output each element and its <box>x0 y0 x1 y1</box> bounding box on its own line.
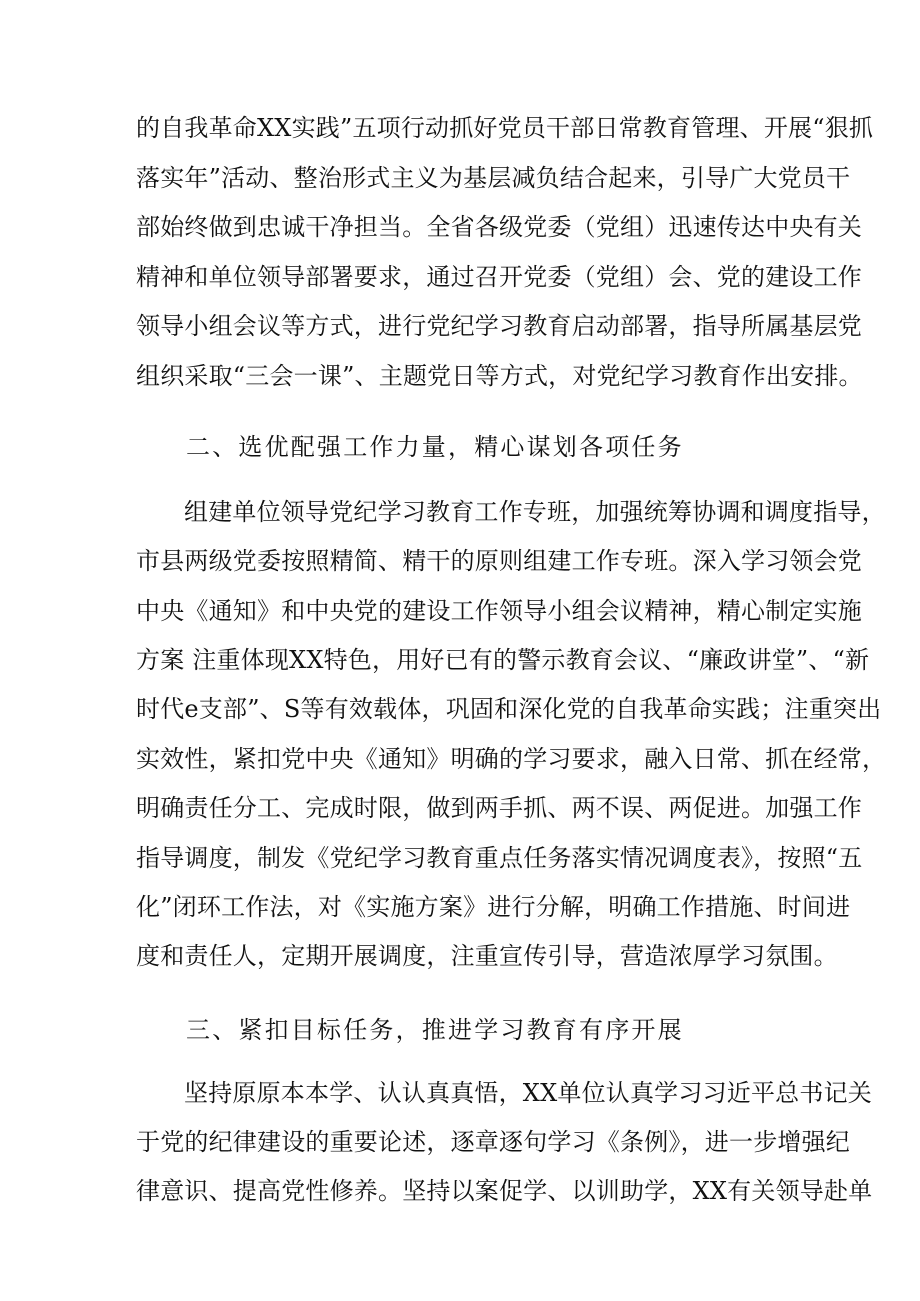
paragraph-2-line-5: 时代e支部”、S等有效载体，巩固和深化党的自我革命实践；注重突出 <box>136 695 882 723</box>
paragraph-3-line-2: 于党的纪律建设的重要论述，逐章逐句学习《条例》，进一步增强纪 <box>136 1128 850 1156</box>
paragraph-1-line-6: 组织采取“三会一课”、主题党日等方式，对党纪学习教育作出安排。 <box>136 362 863 390</box>
paragraph-3-line-3: 律意识、提高党性修养。坚持以案促学、以训助学，XX有关领导赴单 <box>136 1177 873 1205</box>
paragraph-1-line-2: 落实年”活动、整治形式主义为基层减负结合起来，引导广大党员干 <box>136 164 851 192</box>
paragraph-2-line-9: 化”闭环工作法，对《实施方案》进行分解，明确工作措施、时间进 <box>136 893 851 921</box>
paragraph-3-line-1: 坚持原原本本学、认认真真悟，XX单位认真学习习近平总书记关 <box>184 1079 872 1107</box>
section-heading-3: 三、紧扣目标任务，推进学习教育有序开展 <box>186 1016 684 1044</box>
paragraph-2-line-10: 度和责任人，定期开展调度，注重宣传引导，营造浓厚学习氛围。 <box>136 942 838 970</box>
paragraph-1-line-5: 领导小组会议等方式，进行党纪学习教育启动部署，指导所属基层党 <box>136 312 862 340</box>
paragraph-1-line-1: 的自我革命XX实践”五项行动抓好党员干部日常教育管理、开展“狠抓 <box>136 114 874 142</box>
paragraph-2-line-2: 市县两级党委按照精简、精干的原则组建工作专班。深入学习领会党 <box>136 547 862 575</box>
section-heading-2: 二、选优配强工作力量，精心谋划各项任务 <box>186 433 684 461</box>
paragraph-1-line-3: 部始终做到忠诚干净担当。全省各级党委（党组）迅速传达中央有关 <box>136 213 862 241</box>
paragraph-2-line-8: 指导调度，制发《党纪学习教育重点任务落实情况调度表》，按照“五 <box>136 844 863 872</box>
paragraph-2-line-6: 实效性，紧扣党中央《通知》明确的学习要求，融入日常、抓在经常， <box>136 745 887 773</box>
paragraph-2-line-3: 中央《通知》和中央党的建设工作领导小组会议精神，精心制定实施 <box>136 597 862 625</box>
paragraph-2-line-4: 方案 注重体现XX特色，用好已有的警示教育会议、“廉政讲堂”、“新 <box>136 646 870 674</box>
paragraph-2-line-7: 明确责任分工、完成时限，做到两手抓、两不误、两促进。加强工作 <box>136 794 862 822</box>
paragraph-1-line-4: 精神和单位领导部署要求，通过召开党委（党组）会、党的建设工作 <box>136 263 862 291</box>
paragraph-2-line-1: 组建单位领导党纪学习教育工作专班，加强统筹协调和调度指导， <box>184 498 886 526</box>
